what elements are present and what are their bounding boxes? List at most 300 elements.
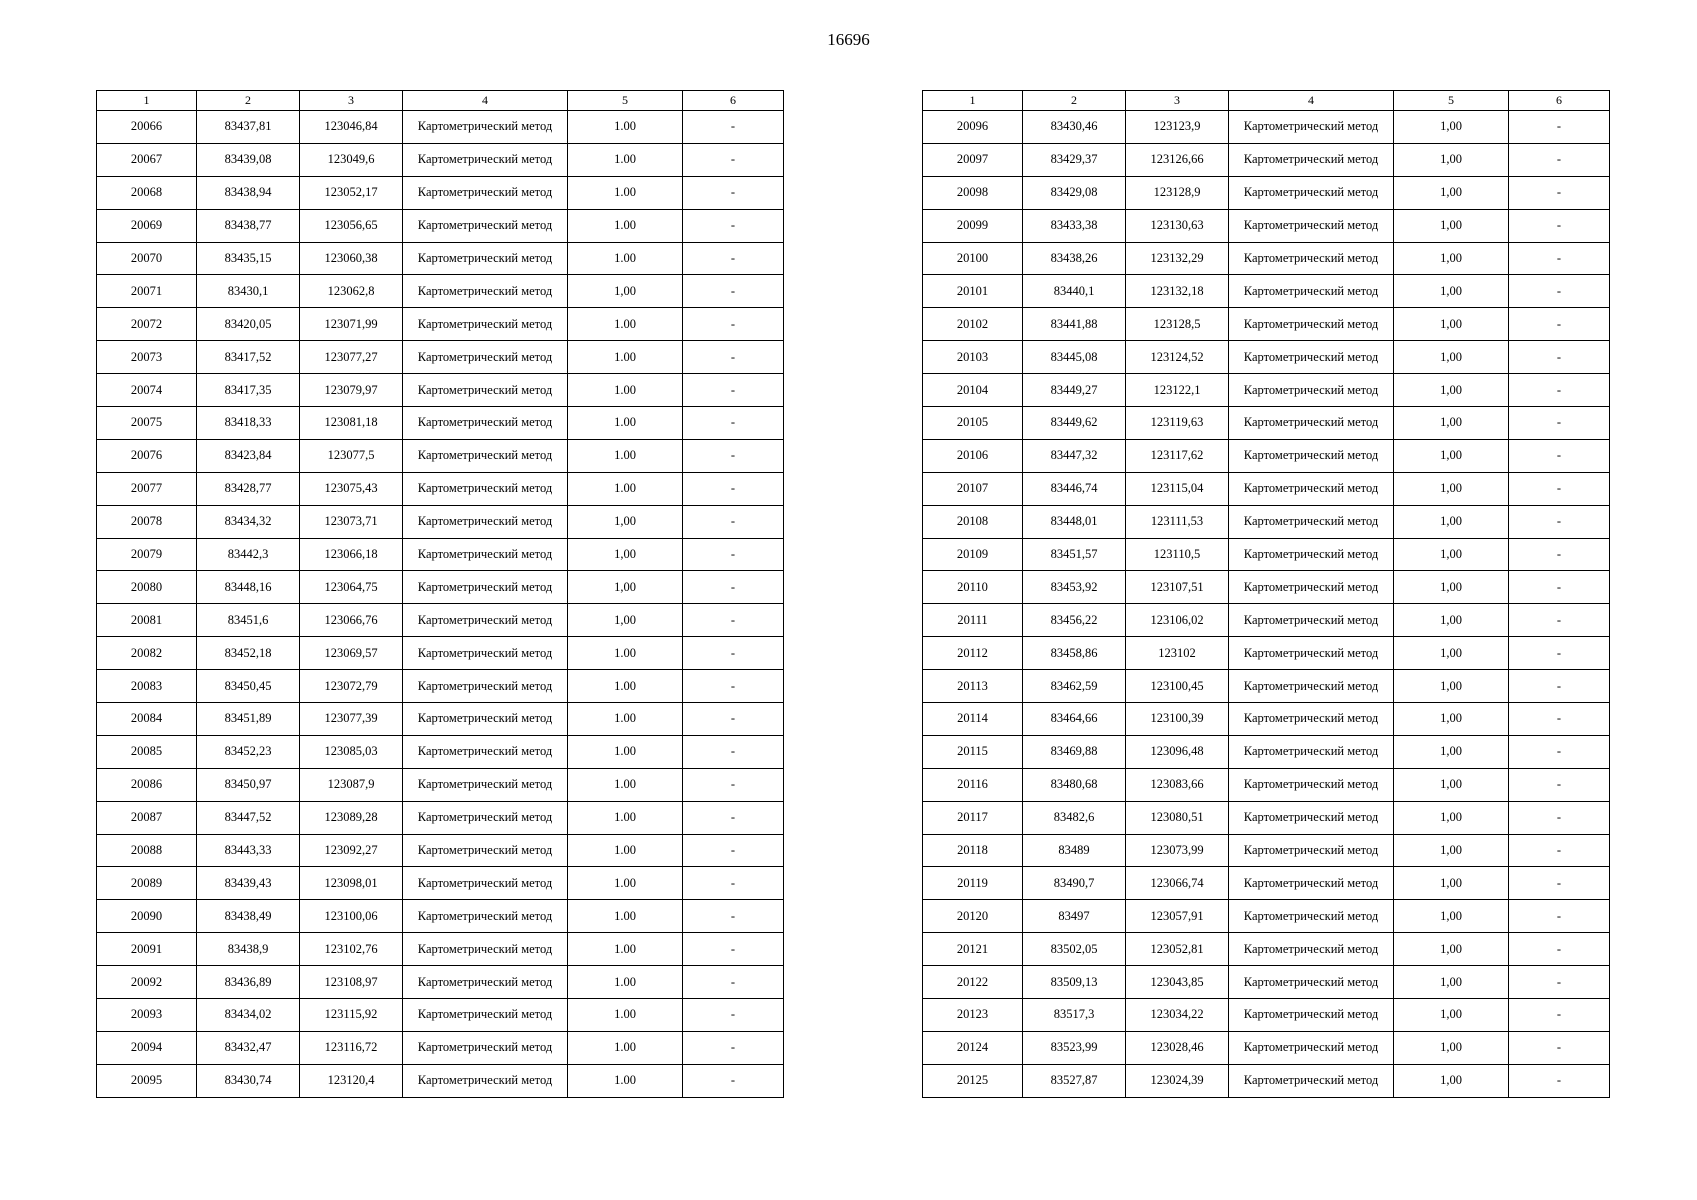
description-cell: - <box>1509 308 1610 341</box>
description-cell: - <box>683 801 784 834</box>
description-cell: - <box>1509 275 1610 308</box>
point-number-cell: 20066 <box>97 111 197 144</box>
table-row <box>923 275 1610 308</box>
description-cell: - <box>1509 209 1610 242</box>
column-header: 6 <box>1509 91 1610 111</box>
point-number-cell: 20077 <box>97 472 197 505</box>
description-cell: - <box>683 407 784 440</box>
point-number-cell: 20070 <box>97 242 197 275</box>
point-number-cell: 20075 <box>97 407 197 440</box>
description-cell: - <box>683 834 784 867</box>
accuracy-cell: 1,00 <box>568 275 683 308</box>
description-cell: - <box>683 670 784 703</box>
y-coordinate-cell: 123116,72 <box>300 1031 403 1064</box>
x-coordinate-cell: 83527,87 <box>1023 1064 1126 1097</box>
description-cell: - <box>1509 900 1610 933</box>
x-coordinate-cell: 83438,49 <box>197 900 300 933</box>
accuracy-cell: 1,00 <box>1394 637 1509 670</box>
x-coordinate-cell: 83434,32 <box>197 505 300 538</box>
accuracy-cell: 1,00 <box>1394 308 1509 341</box>
point-number-cell: 20093 <box>97 999 197 1032</box>
description-cell: - <box>683 275 784 308</box>
accuracy-cell: 1,00 <box>1394 1064 1509 1097</box>
y-coordinate-cell: 123115,04 <box>1126 472 1229 505</box>
x-coordinate-cell: 83442,3 <box>197 538 300 571</box>
method-cell: Картометрический метод <box>1229 1064 1394 1097</box>
x-coordinate-cell: 83438,94 <box>197 176 300 209</box>
accuracy-cell: 1.00 <box>568 801 683 834</box>
y-coordinate-cell: 123071,99 <box>300 308 403 341</box>
y-coordinate-cell: 123124,52 <box>1126 341 1229 374</box>
method-cell: Картометрический метод <box>1229 407 1394 440</box>
description-cell: - <box>683 439 784 472</box>
x-coordinate-cell: 83429,08 <box>1023 176 1126 209</box>
point-number-cell: 20107 <box>923 472 1023 505</box>
x-coordinate-cell: 83420,05 <box>197 308 300 341</box>
accuracy-cell: 1,00 <box>1394 703 1509 736</box>
x-coordinate-cell: 83440,1 <box>1023 275 1126 308</box>
point-number-cell: 20091 <box>97 933 197 966</box>
x-coordinate-cell: 83480,68 <box>1023 768 1126 801</box>
accuracy-cell: 1,00 <box>1394 505 1509 538</box>
method-cell: Картометрический метод <box>403 571 568 604</box>
y-coordinate-cell: 123081,18 <box>300 407 403 440</box>
accuracy-cell: 1,00 <box>1394 801 1509 834</box>
method-cell: Картометрический метод <box>403 768 568 801</box>
x-coordinate-cell: 83428,77 <box>197 472 300 505</box>
point-number-cell: 20115 <box>923 735 1023 768</box>
column-header: 1 <box>923 91 1023 111</box>
description-cell: - <box>683 1064 784 1097</box>
accuracy-cell: 1,00 <box>1394 966 1509 999</box>
point-number-cell: 20074 <box>97 374 197 407</box>
y-coordinate-cell: 123100,39 <box>1126 703 1229 736</box>
y-coordinate-cell: 123130,63 <box>1126 209 1229 242</box>
y-coordinate-cell: 123126,66 <box>1126 143 1229 176</box>
y-coordinate-cell: 123132,18 <box>1126 275 1229 308</box>
description-cell: - <box>683 735 784 768</box>
method-cell: Картометрический метод <box>403 505 568 538</box>
accuracy-cell: 1,00 <box>1394 242 1509 275</box>
point-number-cell: 20081 <box>97 604 197 637</box>
table-row <box>97 308 784 341</box>
point-number-cell: 20124 <box>923 1031 1023 1064</box>
point-number-cell: 20097 <box>923 143 1023 176</box>
table-row <box>97 505 784 538</box>
accuracy-cell: 1.00 <box>568 308 683 341</box>
accuracy-cell: 1.00 <box>568 143 683 176</box>
method-cell: Картометрический метод <box>1229 472 1394 505</box>
x-coordinate-cell: 83435,15 <box>197 242 300 275</box>
method-cell: Картометрический метод <box>1229 176 1394 209</box>
x-coordinate-cell: 83448,01 <box>1023 505 1126 538</box>
y-coordinate-cell: 123028,46 <box>1126 1031 1229 1064</box>
x-coordinate-cell: 83448,16 <box>197 571 300 604</box>
method-cell: Картометрический метод <box>403 867 568 900</box>
accuracy-cell: 1,00 <box>1394 604 1509 637</box>
y-coordinate-cell: 123057,91 <box>1126 900 1229 933</box>
y-coordinate-cell: 123122,1 <box>1126 374 1229 407</box>
accuracy-cell: 1.00 <box>568 242 683 275</box>
point-number-cell: 20073 <box>97 341 197 374</box>
table-header-row <box>923 91 1610 111</box>
column-header: 5 <box>1394 91 1509 111</box>
table-row <box>97 735 784 768</box>
x-coordinate-cell: 83464,66 <box>1023 703 1126 736</box>
table-row <box>923 571 1610 604</box>
table-row <box>97 637 784 670</box>
method-cell: Картометрический метод <box>403 143 568 176</box>
description-cell: - <box>1509 472 1610 505</box>
x-coordinate-cell: 83456,22 <box>1023 604 1126 637</box>
point-number-cell: 20095 <box>97 1064 197 1097</box>
method-cell: Картометрический метод <box>403 176 568 209</box>
y-coordinate-cell: 123100,06 <box>300 900 403 933</box>
point-number-cell: 20096 <box>923 111 1023 144</box>
method-cell: Картометрический метод <box>1229 111 1394 144</box>
table-row <box>97 374 784 407</box>
method-cell: Картометрический метод <box>1229 538 1394 571</box>
accuracy-cell: 1,00 <box>1394 143 1509 176</box>
table-row <box>97 341 784 374</box>
method-cell: Картометрический метод <box>403 637 568 670</box>
table-row <box>923 637 1610 670</box>
method-cell: Картометрический метод <box>403 801 568 834</box>
y-coordinate-cell: 123066,76 <box>300 604 403 637</box>
method-cell: Картометрический метод <box>1229 999 1394 1032</box>
x-coordinate-cell: 83447,32 <box>1023 439 1126 472</box>
y-coordinate-cell: 123115,92 <box>300 999 403 1032</box>
description-cell: - <box>1509 801 1610 834</box>
y-coordinate-cell: 123087,9 <box>300 768 403 801</box>
method-cell: Картометрический метод <box>1229 439 1394 472</box>
point-number-cell: 20114 <box>923 703 1023 736</box>
method-cell: Картометрический метод <box>1229 604 1394 637</box>
point-number-cell: 20106 <box>923 439 1023 472</box>
table-row <box>923 209 1610 242</box>
description-cell: - <box>1509 538 1610 571</box>
accuracy-cell: 1,00 <box>1394 275 1509 308</box>
accuracy-cell: 1,00 <box>568 571 683 604</box>
table-row <box>923 867 1610 900</box>
table-row <box>923 604 1610 637</box>
accuracy-cell: 1.00 <box>568 900 683 933</box>
method-cell: Картометрический метод <box>403 341 568 374</box>
x-coordinate-cell: 83453,92 <box>1023 571 1126 604</box>
method-cell: Картометрический метод <box>403 308 568 341</box>
method-cell: Картометрический метод <box>403 670 568 703</box>
accuracy-cell: 1.00 <box>568 176 683 209</box>
accuracy-cell: 1.00 <box>568 1031 683 1064</box>
table-row <box>923 1031 1610 1064</box>
point-number-cell: 20089 <box>97 867 197 900</box>
x-coordinate-cell: 83451,89 <box>197 703 300 736</box>
y-coordinate-cell: 123073,71 <box>300 505 403 538</box>
method-cell: Картометрический метод <box>403 999 568 1032</box>
point-number-cell: 20118 <box>923 834 1023 867</box>
method-cell: Картометрический метод <box>403 407 568 440</box>
accuracy-cell: 1.00 <box>568 999 683 1032</box>
column-header: 2 <box>197 91 300 111</box>
description-cell: - <box>683 703 784 736</box>
y-coordinate-cell: 123092,27 <box>300 834 403 867</box>
column-header: 1 <box>97 91 197 111</box>
accuracy-cell: 1,00 <box>1394 867 1509 900</box>
x-coordinate-cell: 83446,74 <box>1023 472 1126 505</box>
x-coordinate-cell: 83489 <box>1023 834 1126 867</box>
accuracy-cell: 1,00 <box>1394 834 1509 867</box>
accuracy-cell: 1.00 <box>568 341 683 374</box>
accuracy-cell: 1.00 <box>568 209 683 242</box>
accuracy-cell: 1.00 <box>568 637 683 670</box>
point-number-cell: 20117 <box>923 801 1023 834</box>
y-coordinate-cell: 123089,28 <box>300 801 403 834</box>
accuracy-cell: 1,00 <box>1394 111 1509 144</box>
point-number-cell: 20125 <box>923 1064 1023 1097</box>
y-coordinate-cell: 123046,84 <box>300 111 403 144</box>
x-coordinate-cell: 83509,13 <box>1023 966 1126 999</box>
y-coordinate-cell: 123052,81 <box>1126 933 1229 966</box>
table-row <box>97 768 784 801</box>
accuracy-cell: 1,00 <box>1394 571 1509 604</box>
point-number-cell: 20111 <box>923 604 1023 637</box>
accuracy-cell: 1.00 <box>568 1064 683 1097</box>
table-row <box>97 407 784 440</box>
accuracy-cell: 1,00 <box>1394 374 1509 407</box>
table-row <box>97 472 784 505</box>
point-number-cell: 20109 <box>923 538 1023 571</box>
table-row <box>97 538 784 571</box>
x-coordinate-cell: 83450,45 <box>197 670 300 703</box>
y-coordinate-cell: 123073,99 <box>1126 834 1229 867</box>
y-coordinate-cell: 123083,66 <box>1126 768 1229 801</box>
table-row <box>97 604 784 637</box>
point-number-cell: 20083 <box>97 670 197 703</box>
point-number-cell: 20068 <box>97 176 197 209</box>
table-row <box>97 801 784 834</box>
x-coordinate-cell: 83445,08 <box>1023 341 1126 374</box>
accuracy-cell: 1,00 <box>568 538 683 571</box>
x-coordinate-cell: 83441,88 <box>1023 308 1126 341</box>
description-cell: - <box>1509 111 1610 144</box>
description-cell: - <box>683 341 784 374</box>
method-cell: Картометрический метод <box>403 933 568 966</box>
point-number-cell: 20092 <box>97 966 197 999</box>
y-coordinate-cell: 123100,45 <box>1126 670 1229 703</box>
y-coordinate-cell: 123102 <box>1126 637 1229 670</box>
description-cell: - <box>1509 439 1610 472</box>
y-coordinate-cell: 123024,39 <box>1126 1064 1229 1097</box>
description-cell: - <box>683 867 784 900</box>
y-coordinate-cell: 123062,8 <box>300 275 403 308</box>
table-row <box>97 1031 784 1064</box>
table-row <box>923 242 1610 275</box>
point-number-cell: 20090 <box>97 900 197 933</box>
table-row <box>97 176 784 209</box>
point-number-cell: 20123 <box>923 999 1023 1032</box>
accuracy-cell: 1.00 <box>568 867 683 900</box>
table-row <box>923 670 1610 703</box>
y-coordinate-cell: 123080,51 <box>1126 801 1229 834</box>
accuracy-cell: 1,00 <box>568 505 683 538</box>
y-coordinate-cell: 123034,22 <box>1126 999 1229 1032</box>
description-cell: - <box>683 472 784 505</box>
x-coordinate-cell: 83423,84 <box>197 439 300 472</box>
x-coordinate-cell: 83434,02 <box>197 999 300 1032</box>
method-cell: Картометрический метод <box>1229 933 1394 966</box>
table-row <box>923 407 1610 440</box>
description-cell: - <box>1509 867 1610 900</box>
table-row <box>923 735 1610 768</box>
description-cell: - <box>683 538 784 571</box>
description-cell: - <box>1509 176 1610 209</box>
method-cell: Картометрический метод <box>1229 374 1394 407</box>
accuracy-cell: 1,00 <box>568 604 683 637</box>
y-coordinate-cell: 123075,43 <box>300 472 403 505</box>
table-header-row <box>97 91 784 111</box>
x-coordinate-cell: 83450,97 <box>197 768 300 801</box>
y-coordinate-cell: 123077,27 <box>300 341 403 374</box>
accuracy-cell: 1.00 <box>568 703 683 736</box>
x-coordinate-cell: 83458,86 <box>1023 637 1126 670</box>
x-coordinate-cell: 83523,99 <box>1023 1031 1126 1064</box>
accuracy-cell: 1.00 <box>568 735 683 768</box>
point-number-cell: 20112 <box>923 637 1023 670</box>
table-row <box>923 1064 1610 1097</box>
method-cell: Картометрический метод <box>403 538 568 571</box>
table-row <box>923 505 1610 538</box>
method-cell: Картометрический метод <box>403 604 568 637</box>
page-number: 16696 <box>827 30 870 49</box>
table-row <box>923 143 1610 176</box>
table-row <box>97 703 784 736</box>
description-cell: - <box>1509 670 1610 703</box>
y-coordinate-cell: 123107,51 <box>1126 571 1229 604</box>
method-cell: Картометрический метод <box>403 1031 568 1064</box>
description-cell: - <box>1509 341 1610 374</box>
method-cell: Картометрический метод <box>403 242 568 275</box>
accuracy-cell: 1,00 <box>1394 209 1509 242</box>
method-cell: Картометрический метод <box>403 834 568 867</box>
y-coordinate-cell: 123069,57 <box>300 637 403 670</box>
method-cell: Картометрический метод <box>403 209 568 242</box>
table-row <box>97 111 784 144</box>
method-cell: Картометрический метод <box>403 735 568 768</box>
description-cell: - <box>1509 143 1610 176</box>
point-number-cell: 20079 <box>97 538 197 571</box>
x-coordinate-cell: 83462,59 <box>1023 670 1126 703</box>
table-row <box>923 439 1610 472</box>
y-coordinate-cell: 123043,85 <box>1126 966 1229 999</box>
point-number-cell: 20085 <box>97 735 197 768</box>
table-row <box>923 111 1610 144</box>
description-cell: - <box>1509 834 1610 867</box>
table-row <box>97 1064 784 1097</box>
y-coordinate-cell: 123085,03 <box>300 735 403 768</box>
x-coordinate-cell: 83439,43 <box>197 867 300 900</box>
accuracy-cell: 1.00 <box>568 933 683 966</box>
accuracy-cell: 1,00 <box>1394 407 1509 440</box>
x-coordinate-cell: 83418,33 <box>197 407 300 440</box>
y-coordinate-cell: 123077,5 <box>300 439 403 472</box>
table-row <box>923 538 1610 571</box>
table-row <box>923 900 1610 933</box>
table-row <box>97 867 784 900</box>
description-cell: - <box>1509 1031 1610 1064</box>
point-number-cell: 20101 <box>923 275 1023 308</box>
accuracy-cell: 1,00 <box>1394 999 1509 1032</box>
accuracy-cell: 1.00 <box>568 966 683 999</box>
method-cell: Картометрический метод <box>403 111 568 144</box>
point-number-cell: 20122 <box>923 966 1023 999</box>
y-coordinate-cell: 123117,62 <box>1126 439 1229 472</box>
description-cell: - <box>1509 1064 1610 1097</box>
table-row <box>97 209 784 242</box>
accuracy-cell: 1.00 <box>568 439 683 472</box>
method-cell: Картометрический метод <box>1229 308 1394 341</box>
accuracy-cell: 1.00 <box>568 472 683 505</box>
description-cell: - <box>683 1031 784 1064</box>
description-cell: - <box>1509 604 1610 637</box>
table-row <box>923 472 1610 505</box>
y-coordinate-cell: 123060,38 <box>300 242 403 275</box>
point-number-cell: 20076 <box>97 439 197 472</box>
accuracy-cell: 1.00 <box>568 670 683 703</box>
y-coordinate-cell: 123123,9 <box>1126 111 1229 144</box>
description-cell: - <box>1509 637 1610 670</box>
table-row <box>923 768 1610 801</box>
x-coordinate-cell: 83430,74 <box>197 1064 300 1097</box>
point-number-cell: 20080 <box>97 571 197 604</box>
accuracy-cell: 1,00 <box>1394 538 1509 571</box>
method-cell: Картометрический метод <box>1229 143 1394 176</box>
x-coordinate-cell: 83432,47 <box>197 1031 300 1064</box>
point-number-cell: 20120 <box>923 900 1023 933</box>
x-coordinate-cell: 83451,6 <box>197 604 300 637</box>
point-number-cell: 20100 <box>923 242 1023 275</box>
y-coordinate-cell: 123111,53 <box>1126 505 1229 538</box>
method-cell: Картометрический метод <box>403 374 568 407</box>
description-cell: - <box>683 933 784 966</box>
method-cell: Картометрический метод <box>1229 768 1394 801</box>
description-cell: - <box>683 242 784 275</box>
table-row <box>923 999 1610 1032</box>
method-cell: Картометрический метод <box>1229 1031 1394 1064</box>
description-cell: - <box>1509 571 1610 604</box>
point-number-cell: 20103 <box>923 341 1023 374</box>
accuracy-cell: 1,00 <box>1394 439 1509 472</box>
y-coordinate-cell: 123098,01 <box>300 867 403 900</box>
accuracy-cell: 1.00 <box>568 768 683 801</box>
point-number-cell: 20086 <box>97 768 197 801</box>
x-coordinate-cell: 83436,89 <box>197 966 300 999</box>
x-coordinate-cell: 83447,52 <box>197 801 300 834</box>
x-coordinate-cell: 83430,46 <box>1023 111 1126 144</box>
point-number-cell: 20105 <box>923 407 1023 440</box>
y-coordinate-cell: 123056,65 <box>300 209 403 242</box>
point-number-cell: 20088 <box>97 834 197 867</box>
point-number-cell: 20102 <box>923 308 1023 341</box>
x-coordinate-cell: 83429,37 <box>1023 143 1126 176</box>
description-cell: - <box>683 966 784 999</box>
table-row <box>97 143 784 176</box>
method-cell: Картометрический метод <box>1229 735 1394 768</box>
column-header: 3 <box>1126 91 1229 111</box>
accuracy-cell: 1.00 <box>568 834 683 867</box>
accuracy-cell: 1,00 <box>1394 472 1509 505</box>
point-number-cell: 20099 <box>923 209 1023 242</box>
description-cell: - <box>683 768 784 801</box>
